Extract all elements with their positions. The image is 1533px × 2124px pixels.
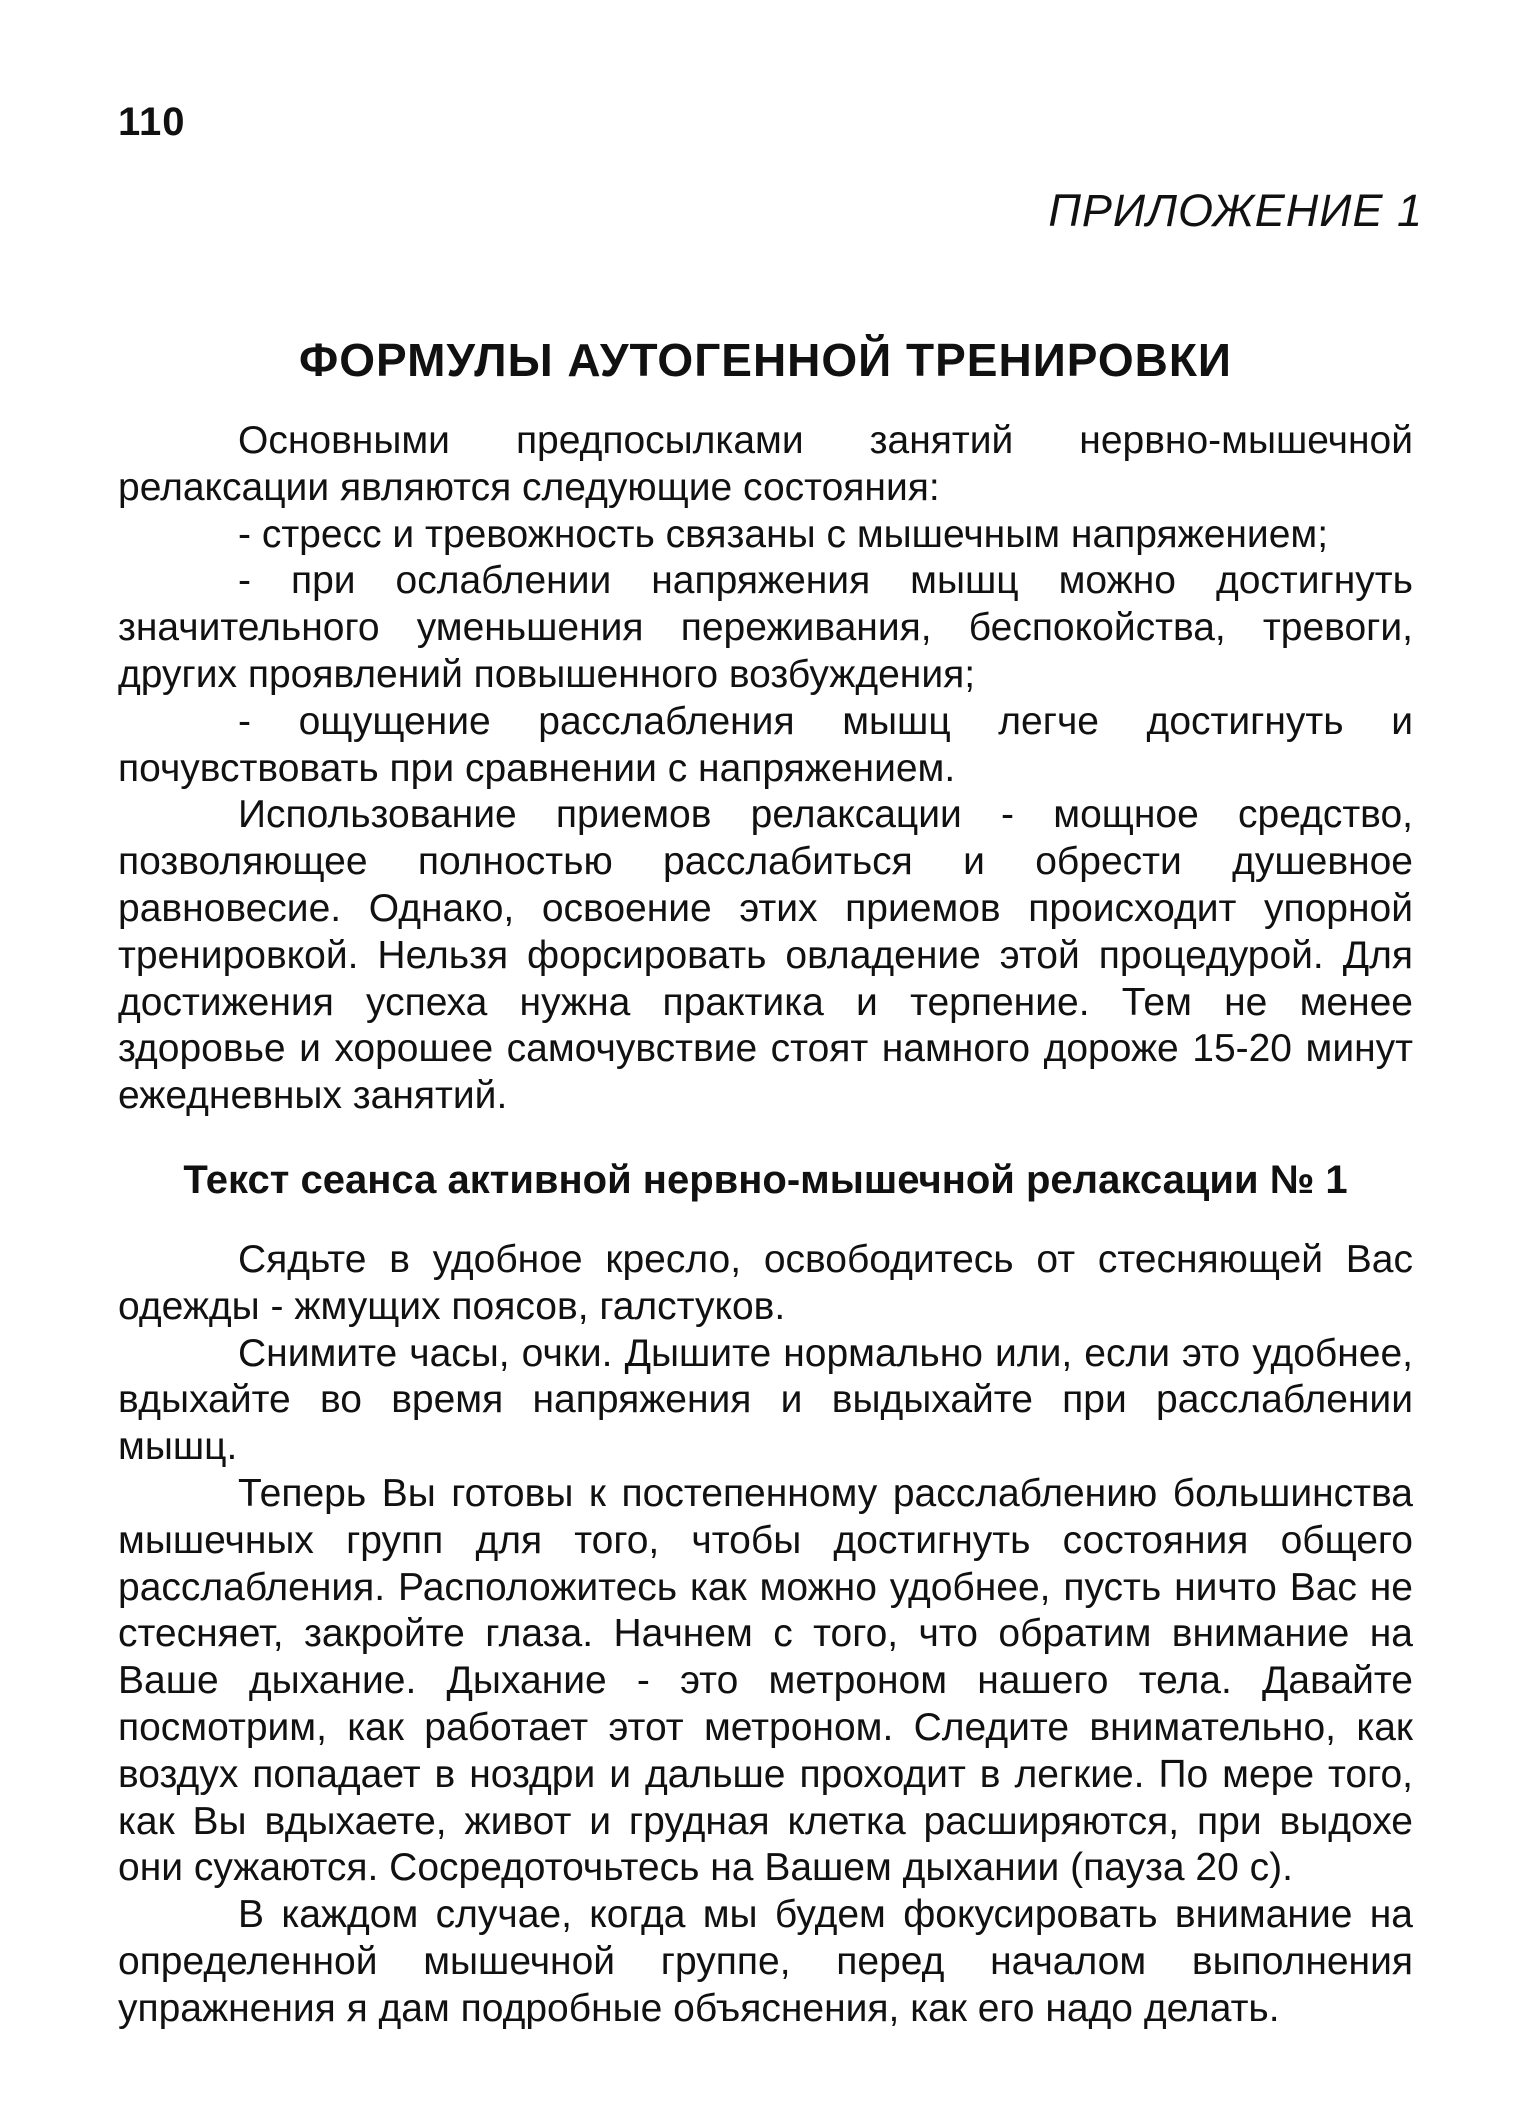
- session-paragraph: Теперь Вы готовы к постепенному расслаблению большинства мышечных групп для того, чтобы достигнуть состояния общего расслабления. Расположитесь как можно удобнее, пусть ничто Вас не стесняет, закройте глаза. Начнем с того, что обратим внимание на Ваше дыхание. Дыхание - это метроном нашего тела. Давайте посмотрим, как работает этот метроном. Следите внимательно, как воздух попадает в ноздри и дальше проходит в легкие. По мере того, как Вы вдыхаете, живот и грудная клетка расширяются, при выдохе они сужаются. Сосредоточьтесь на Вашем дыхании (пауза 20 с).: [118, 1471, 1413, 1890]
- appendix-label: ПРИЛОЖЕНИЕ 1: [1048, 185, 1423, 236]
- session-paragraph: Сядьте в удобное кресло, освободитесь от стесняющей Вас одежды - жмущих поясов, галстуков.: [118, 1238, 1413, 1328]
- page-number: 110: [118, 100, 186, 144]
- intro-bullet: - при ослаблении напряжения мышц можно достигнуть значительного уменьшения переживания, беспокойства, тревоги, других проявлений повышенного возбуждения;: [118, 559, 1413, 696]
- intro-bullet: - ощущение расслабления мышц легче достигнуть и почувствовать при сравнении с напряжением.: [118, 699, 1413, 790]
- intro-paragraph: Использование приемов релаксации - мощное средство, позволяющее полностью расслабиться и обрести душевное равновесие. Однако, освоение этих приемов происходит упорной тренировкой. Нельзя форсировать овладение этой процедурой. Для достижения успеха нужна практика и терпение. Тем не менее здоровье и хорошее самочувствие стоят намного дороже 15-20 минут ежедневных занятий.: [118, 793, 1413, 1118]
- session-paragraph: Снимите часы, очки. Дышите нормально или, если это удобнее, вдыхайте во время напряжения и выдыхайте при расслаблении мышц.: [118, 1331, 1413, 1469]
- session-paragraph: В каждом случае, когда мы будем фокусировать внимание на определенной мышечной группе, перед началом выполнения упражнения я дам подробные объяснения, как его надо делать.: [118, 1893, 1413, 2030]
- intro-bullet: - стресс и тревожность связаны с мышечным напряжением;: [238, 512, 1329, 556]
- section-title: Текст сеанса активной нервно-мышечной релаксации № 1: [183, 1158, 1348, 1202]
- session-text: [118, 1237, 1413, 2033]
- page-title: ФОРМУЛЫ АУТОГЕННОЙ ТРЕНИРОВКИ: [299, 334, 1232, 386]
- intro-text: [118, 418, 1413, 1120]
- intro-paragraph: Основными предпосылками занятий нервно-мышечной релаксации являются следующие состояния:: [118, 419, 1413, 509]
